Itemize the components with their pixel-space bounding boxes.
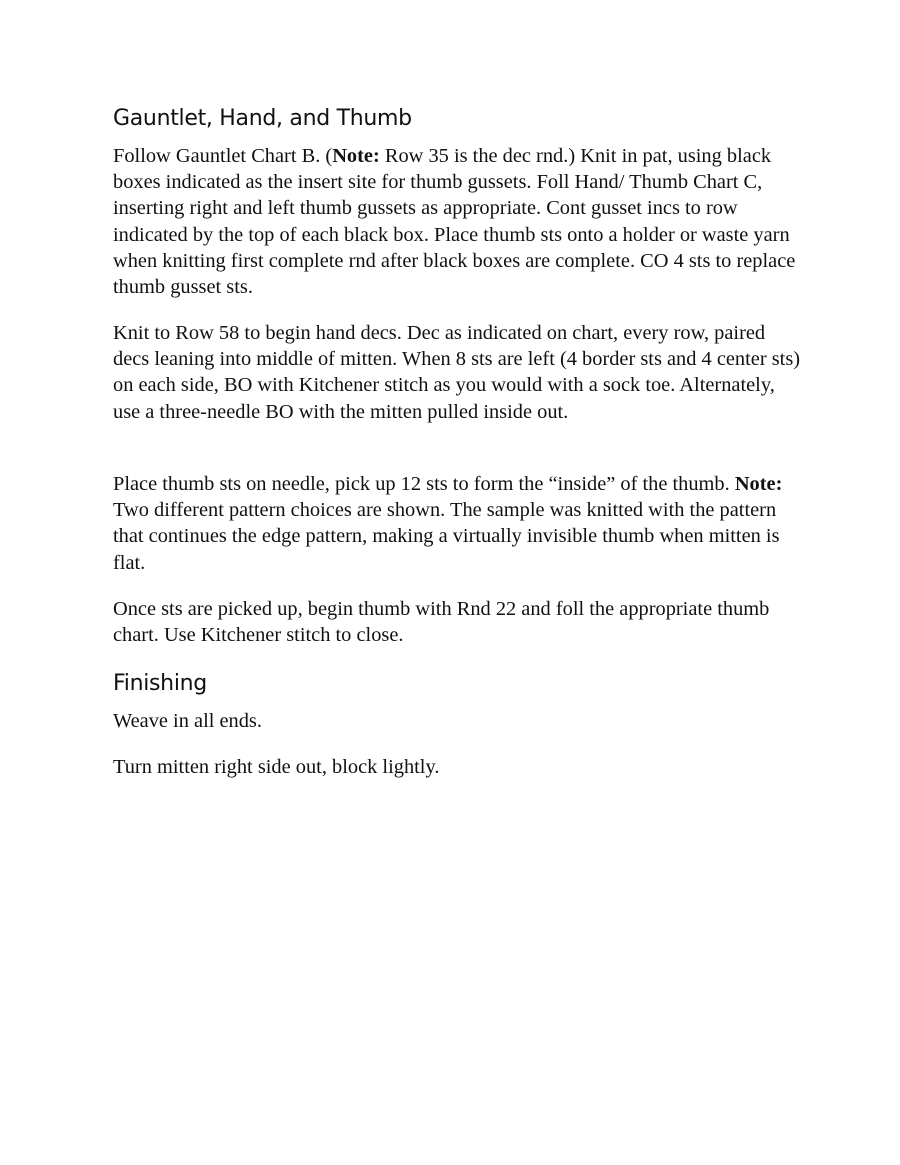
paragraph-text-start: Place thumb sts on needle, pick up 12 sts to form the “inside” of the thumb. — [113, 473, 735, 495]
paragraph-text-end: Two different pattern choices are shown. The sample was knitted with the pattern that continues the edge pattern, making a virtually invisible thumb when mitten is flat. — [113, 499, 780, 574]
note-label: Note: — [332, 145, 380, 167]
paragraph-gauntlet-chart — [113, 143, 803, 300]
paragraph-thumb-pickup — [113, 471, 803, 576]
paragraph-text: Once sts are picked up, begin thumb with Rnd 22 and foll the appropriate thumb chart. Use Kitchener stitch to close. — [113, 598, 770, 647]
paragraph-weave-ends — [113, 708, 803, 734]
section-heading: Gauntlet, Hand, and Thumb — [113, 106, 412, 131]
paragraph-text: Knit to Row 58 to begin hand decs. Dec as indicated on chart, every row, paired decs leaning into middle of mitten. When 8 sts are left (4 border sts and 4 center sts) on each side, BO with Kitchener stitch as you would with a sock toe. Alternately, use a three-needle BO with the mitten pulled inside out. — [113, 322, 801, 423]
paragraph-text-end: Row 35 is the dec rnd.) Knit in pat, using black boxes indicated as the insert site for thumb gussets. Foll Hand/ Thumb Chart C, inserting right and left thumb gussets as appropriate. Cont gusset incs to row indicated by the top of each black box. Place thumb sts onto a holder or waste yarn when knitting first complete rnd after black boxes are complete. CO 4 sts to replace thumb gusset sts. — [113, 145, 796, 299]
section-heading: Finishing — [113, 671, 207, 696]
paragraph-text: Turn mitten right side out, block lightly. — [113, 756, 440, 778]
paragraph-text-start: Follow Gauntlet Chart B. ( — [113, 145, 333, 167]
document-page — [113, 101, 803, 780]
section-gauntlet-hand-thumb — [113, 101, 803, 648]
paragraph-text: Weave in all ends. — [113, 710, 262, 732]
note-label: Note: — [734, 473, 783, 495]
paragraph-hand-decs — [113, 320, 803, 451]
section-finishing — [113, 666, 803, 780]
paragraph-block-lightly — [113, 754, 803, 780]
paragraph-thumb-chart — [113, 596, 803, 648]
